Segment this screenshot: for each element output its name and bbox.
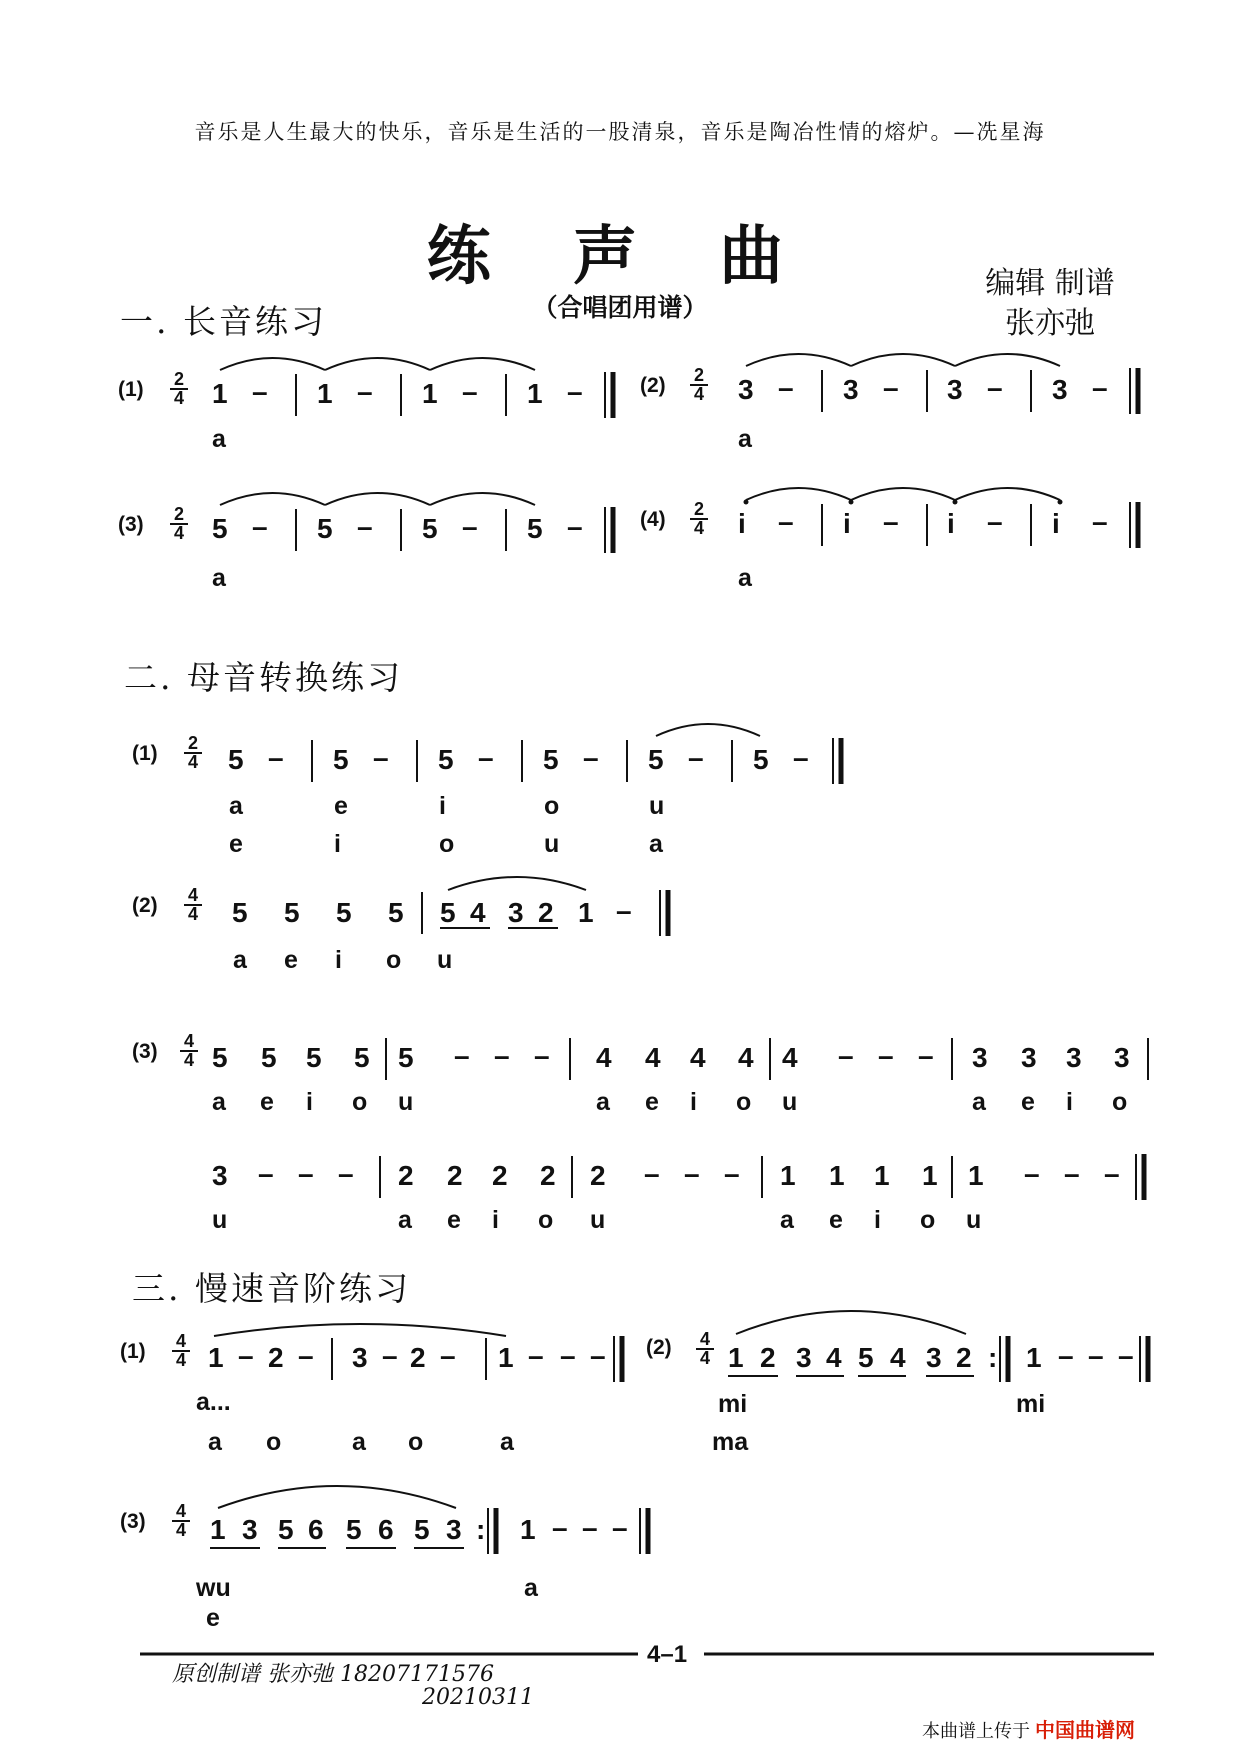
note: – (382, 1340, 398, 1371)
lyric: a (208, 1428, 222, 1456)
note: – (616, 895, 632, 926)
note: – (258, 1158, 274, 1189)
note: 2 (540, 1160, 556, 1191)
slur (220, 493, 325, 505)
lyric: a (229, 792, 243, 820)
lyric: wu (196, 1574, 231, 1602)
note: : (988, 1342, 998, 1373)
note: 4 (645, 1042, 661, 1073)
note: 2 (398, 1160, 414, 1191)
note: – (560, 1340, 576, 1371)
credit-name: 张亦弛 (1005, 306, 1095, 341)
lyric: a (780, 1206, 794, 1234)
lyric: o (439, 830, 455, 858)
note: – (357, 376, 373, 407)
slur (736, 1311, 966, 1334)
motto: 音乐是人生最大的快乐，音乐是生活的一股清泉，音乐是陶冶性情的熔炉。—冼星海 (194, 120, 1046, 144)
note: – (724, 1158, 740, 1189)
lyric: i (334, 830, 341, 858)
lyric: o (386, 946, 402, 974)
note: 2 (956, 1342, 972, 1373)
lyric: u (398, 1088, 414, 1116)
lyric: i (306, 1088, 313, 1116)
slur (218, 1486, 456, 1508)
note: – (298, 1158, 314, 1189)
note: 1 (212, 378, 228, 409)
note: 3 (446, 1514, 462, 1545)
note: – (778, 372, 794, 403)
note: i (947, 508, 955, 539)
lyric: a (500, 1428, 514, 1456)
note: 5 (398, 1042, 414, 1073)
time-signature-bottom: 4 (183, 1050, 194, 1070)
note: 5 (278, 1514, 294, 1545)
lyric: o (736, 1088, 752, 1116)
note: 2 (760, 1342, 776, 1373)
note: 4 (690, 1042, 706, 1073)
lyric: u (966, 1206, 982, 1234)
lyric: i (690, 1088, 697, 1116)
lyric: e (829, 1206, 843, 1234)
note: 1 (1026, 1342, 1042, 1373)
note: – (238, 1340, 254, 1371)
note: 5 (333, 744, 349, 775)
note: – (590, 1340, 606, 1371)
note: – (883, 506, 899, 537)
slur (325, 493, 430, 505)
exercise-label: (1) (120, 1340, 146, 1363)
note: 3 (796, 1342, 812, 1373)
note: – (338, 1158, 354, 1189)
note: 1 (422, 378, 438, 409)
note: – (494, 1040, 510, 1071)
lyric: e (206, 1604, 220, 1632)
note: 5 (284, 897, 300, 928)
note: 4 (596, 1042, 612, 1073)
note: – (838, 1040, 854, 1071)
note: 5 (422, 513, 438, 544)
time-signature-bottom: 4 (693, 518, 704, 538)
exercise-label: (2) (646, 1336, 672, 1359)
slur (220, 358, 325, 370)
note: 5 (543, 744, 559, 775)
page-number: 4–1 (647, 1641, 688, 1668)
lyric: ma (712, 1428, 749, 1456)
time-signature-top: 4 (183, 1031, 194, 1051)
lyric: a (212, 564, 226, 592)
note: – (878, 1040, 894, 1071)
note: 1 (317, 378, 333, 409)
exercise-label: (2) (640, 374, 666, 397)
slur (955, 354, 1060, 366)
lyric: o (408, 1428, 424, 1456)
slur (746, 488, 851, 500)
section-heading-1: 一. 长音练习 (120, 302, 327, 341)
note: – (918, 1040, 934, 1071)
time-signature-bottom: 4 (693, 384, 704, 404)
section-heading-2: 二. 母音转换练习 (124, 658, 403, 697)
lyric: mi (718, 1390, 748, 1418)
note: 4 (826, 1342, 842, 1373)
note: – (1092, 506, 1108, 537)
lyric: o (352, 1088, 368, 1116)
footer-date: 20210311 (422, 1685, 534, 1710)
note: – (883, 372, 899, 403)
note: 5 (414, 1514, 430, 1545)
note: 2 (447, 1160, 463, 1191)
lyric: u (782, 1088, 798, 1116)
note: : (476, 1514, 486, 1545)
note: 5 (228, 744, 244, 775)
lyric: o (920, 1206, 936, 1234)
note: 2 (538, 897, 554, 928)
note: – (1064, 1158, 1080, 1189)
time-signature-bottom: 4 (699, 1348, 710, 1368)
slur (851, 488, 955, 500)
time-signature-bottom: 4 (187, 752, 198, 772)
note: – (987, 372, 1003, 403)
slur (851, 354, 955, 366)
lyric: u (437, 946, 453, 974)
note: – (582, 1512, 598, 1543)
note: 2 (492, 1160, 508, 1191)
note: 1 (208, 1342, 224, 1373)
exercise-label: (3) (120, 1510, 146, 1533)
lyric: a (524, 1574, 538, 1602)
note: – (1104, 1158, 1120, 1189)
note: 1 (527, 378, 543, 409)
note: 5 (212, 1042, 228, 1073)
time-signature-bottom: 4 (173, 523, 184, 543)
note: 1 (874, 1160, 890, 1191)
note: 5 (438, 744, 454, 775)
footer-credit: 原创制谱 张亦弛 18207171576 (172, 1662, 494, 1687)
note: 5 (388, 897, 404, 928)
note: – (612, 1512, 628, 1543)
note: – (373, 742, 389, 773)
lyric: u (590, 1206, 606, 1234)
time-signature-top: 2 (173, 369, 184, 389)
note: 3 (972, 1042, 988, 1073)
slur (448, 877, 586, 890)
lyric: e (645, 1088, 659, 1116)
slur (746, 354, 851, 366)
note: – (567, 376, 583, 407)
lyric: e (284, 946, 298, 974)
note: 5 (648, 744, 664, 775)
lyric: o (266, 1428, 282, 1456)
note: – (1118, 1340, 1134, 1371)
slur (656, 724, 760, 736)
note: 3 (1114, 1042, 1130, 1073)
lyric: e (334, 792, 348, 820)
lyric: a (738, 425, 752, 453)
note: – (1024, 1158, 1040, 1189)
note: i (738, 508, 746, 539)
note: – (583, 742, 599, 773)
slur (430, 493, 535, 505)
lyric: a (352, 1428, 366, 1456)
slur (430, 358, 535, 370)
note: i (843, 508, 851, 539)
exercise-label: (1) (132, 742, 158, 765)
time-signature-top: 2 (693, 365, 704, 385)
note: 5 (354, 1042, 370, 1073)
lyric: i (439, 792, 446, 820)
note: 2 (590, 1160, 606, 1191)
note: 3 (926, 1342, 942, 1373)
note: – (528, 1340, 544, 1371)
time-signature-top: 4 (175, 1501, 186, 1521)
exercise-label: (1) (118, 378, 144, 401)
note: – (688, 742, 704, 773)
note: – (252, 511, 268, 542)
exercise-label: (3) (118, 513, 144, 536)
note: 4 (890, 1342, 906, 1373)
lyric: a (738, 564, 752, 592)
slur (955, 488, 1060, 500)
time-signature-top: 4 (699, 1329, 710, 1349)
slur (214, 1324, 506, 1336)
note: – (644, 1158, 660, 1189)
note: 5 (232, 897, 248, 928)
lyric: u (544, 830, 560, 858)
note: 3 (352, 1342, 368, 1373)
note: 1 (498, 1342, 514, 1373)
note: 5 (858, 1342, 874, 1373)
note: 3 (843, 374, 859, 405)
note: – (987, 506, 1003, 537)
lyric: i (335, 946, 342, 974)
note: 4 (738, 1042, 754, 1073)
note: 5 (212, 513, 228, 544)
note: – (793, 742, 809, 773)
lyric: o (538, 1206, 554, 1234)
note: 6 (378, 1514, 394, 1545)
note: 5 (753, 744, 769, 775)
note: 1 (922, 1160, 938, 1191)
note: 1 (210, 1514, 226, 1545)
note: 2 (410, 1342, 426, 1373)
note: – (1088, 1340, 1104, 1371)
note: 3 (1052, 374, 1068, 405)
time-signature-top: 4 (187, 885, 198, 905)
note: 2 (268, 1342, 284, 1373)
note: 5 (261, 1042, 277, 1073)
note: – (268, 742, 284, 773)
time-signature-bottom: 4 (173, 388, 184, 408)
lyric: i (1066, 1088, 1073, 1116)
lyric: a (233, 946, 247, 974)
note: 5 (336, 897, 352, 928)
credit-role: 编辑 制谱 (985, 266, 1115, 301)
upload-text: 本曲谱上传于 (922, 1721, 1030, 1741)
lyric: i (492, 1206, 499, 1234)
note: 3 (1066, 1042, 1082, 1073)
time-signature-top: 2 (693, 499, 704, 519)
lyric: a (398, 1206, 412, 1234)
lyric: e (260, 1088, 274, 1116)
lyric: i (874, 1206, 881, 1234)
lyric: u (212, 1206, 228, 1234)
note: – (778, 506, 794, 537)
note: 6 (308, 1514, 324, 1545)
lyric: a... (196, 1388, 231, 1416)
note: 4 (782, 1042, 798, 1073)
lyric: e (447, 1206, 461, 1234)
note: – (440, 1340, 456, 1371)
lyric: a (649, 830, 663, 858)
lyric: u (649, 792, 665, 820)
note: i (1052, 508, 1060, 539)
time-signature-top: 2 (173, 504, 184, 524)
note: – (462, 376, 478, 407)
lyric: o (1112, 1088, 1128, 1116)
note: 1 (780, 1160, 796, 1191)
note: 4 (470, 897, 486, 928)
note: 1 (578, 897, 594, 928)
page-title: 练 声 曲 (426, 220, 814, 294)
note: 3 (1021, 1042, 1037, 1073)
note: 3 (242, 1514, 258, 1545)
note: – (567, 511, 583, 542)
lyric: mi (1016, 1390, 1046, 1418)
exercise-label: (2) (132, 894, 158, 917)
note: 5 (317, 513, 333, 544)
subtitle: （合唱团用谱） (532, 293, 708, 322)
time-signature-top: 2 (187, 733, 198, 753)
note: – (552, 1512, 568, 1543)
exercise-label: (3) (132, 1040, 158, 1063)
time-signature-top: 4 (175, 1331, 186, 1351)
note: 5 (440, 897, 456, 928)
time-signature-bottom: 4 (175, 1520, 186, 1540)
time-signature-bottom: 4 (187, 904, 198, 924)
lyric: o (544, 792, 560, 820)
note: – (684, 1158, 700, 1189)
note: – (454, 1040, 470, 1071)
note: 3 (947, 374, 963, 405)
lyric: a (972, 1088, 986, 1116)
section-heading-3: 三. 慢速音阶练习 (132, 1269, 411, 1308)
note: 3 (508, 897, 524, 928)
note: 3 (738, 374, 754, 405)
lyric: a (596, 1088, 610, 1116)
note: – (357, 511, 373, 542)
note: – (252, 376, 268, 407)
brand-logo: 中国曲谱网 (1035, 1718, 1136, 1742)
note: – (478, 742, 494, 773)
lyric: a (212, 1088, 226, 1116)
lyric: a (212, 425, 226, 453)
slur (325, 358, 430, 370)
note: – (462, 511, 478, 542)
lyric: e (229, 830, 243, 858)
note: – (1058, 1340, 1074, 1371)
note: 1 (829, 1160, 845, 1191)
note: 3 (212, 1160, 228, 1191)
note: 5 (346, 1514, 362, 1545)
exercise-label: (4) (640, 508, 666, 531)
time-signature-bottom: 4 (175, 1350, 186, 1370)
note: 1 (520, 1514, 536, 1545)
note: – (534, 1040, 550, 1071)
note: 5 (527, 513, 543, 544)
note: – (1092, 372, 1108, 403)
note: 1 (968, 1160, 984, 1191)
lyric: e (1021, 1088, 1035, 1116)
note: – (298, 1340, 314, 1371)
upload-notice (922, 1714, 1135, 1743)
note: 5 (306, 1042, 322, 1073)
note: 1 (728, 1342, 744, 1373)
